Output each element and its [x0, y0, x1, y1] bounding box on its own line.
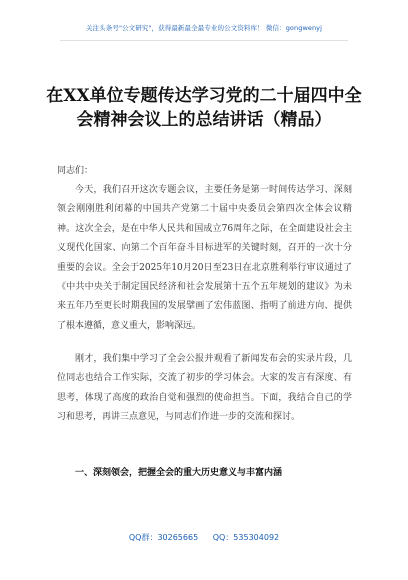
paragraph-1: 今天，我们召开这次专题会议，主要任务是第一时间传达学习、深刻领会刚刚胜利闭幕的中国共产党第二十届中央委员会第四次全体会议精神。这次全会，是在中华人民共和国成立76周年之际，在全面建设社会主义现代化国家、向第二个百年奋斗目标进军的关键时刻，召开的一次十分重要的会议。全会于2025年10月20日至23日在北京胜利举行审议通过了《中共中央关于制定国民经济和社会发展第十五个五年规划的建议》为未来五年乃至更长时期我国的发展擘画了宏伟蓝图、指明了前进方向、提供了根本遵循，意义重大，影响深远。 [57, 185, 352, 331]
section-heading: 一、深刻领会，把握全会的重大历史意义与丰富内涵 [75, 468, 283, 478]
document-title: 在XX单位专题传达学习党的二十届四中全会精神会议上的总结讲话（精品） [46, 86, 362, 130]
footer-qq: QQ：535304092 [212, 533, 280, 542]
footer-contact [0, 532, 408, 543]
footer-qq-group: QQ群：30265665 [128, 533, 199, 542]
header-divider [60, 40, 348, 41]
header-banner: 关注头条号"公文研究"，获得最新最全最专业的公文资料库！ 微信：gongwenyj [85, 24, 323, 32]
greeting: 同志们： [57, 166, 94, 176]
paragraph-2: 刚才，我们集中学习了全会公报并观看了新闻发布会的实录片段，几位同志也结合工作实际，交流了初步的学习体会。大家的发言有深度、有思考，体现了高度的政治自觉和强烈的使命担当。下面，我结合自己的学习和思考，再讲三点意见，与同志们作进一步的交流和探讨。 [57, 354, 352, 423]
